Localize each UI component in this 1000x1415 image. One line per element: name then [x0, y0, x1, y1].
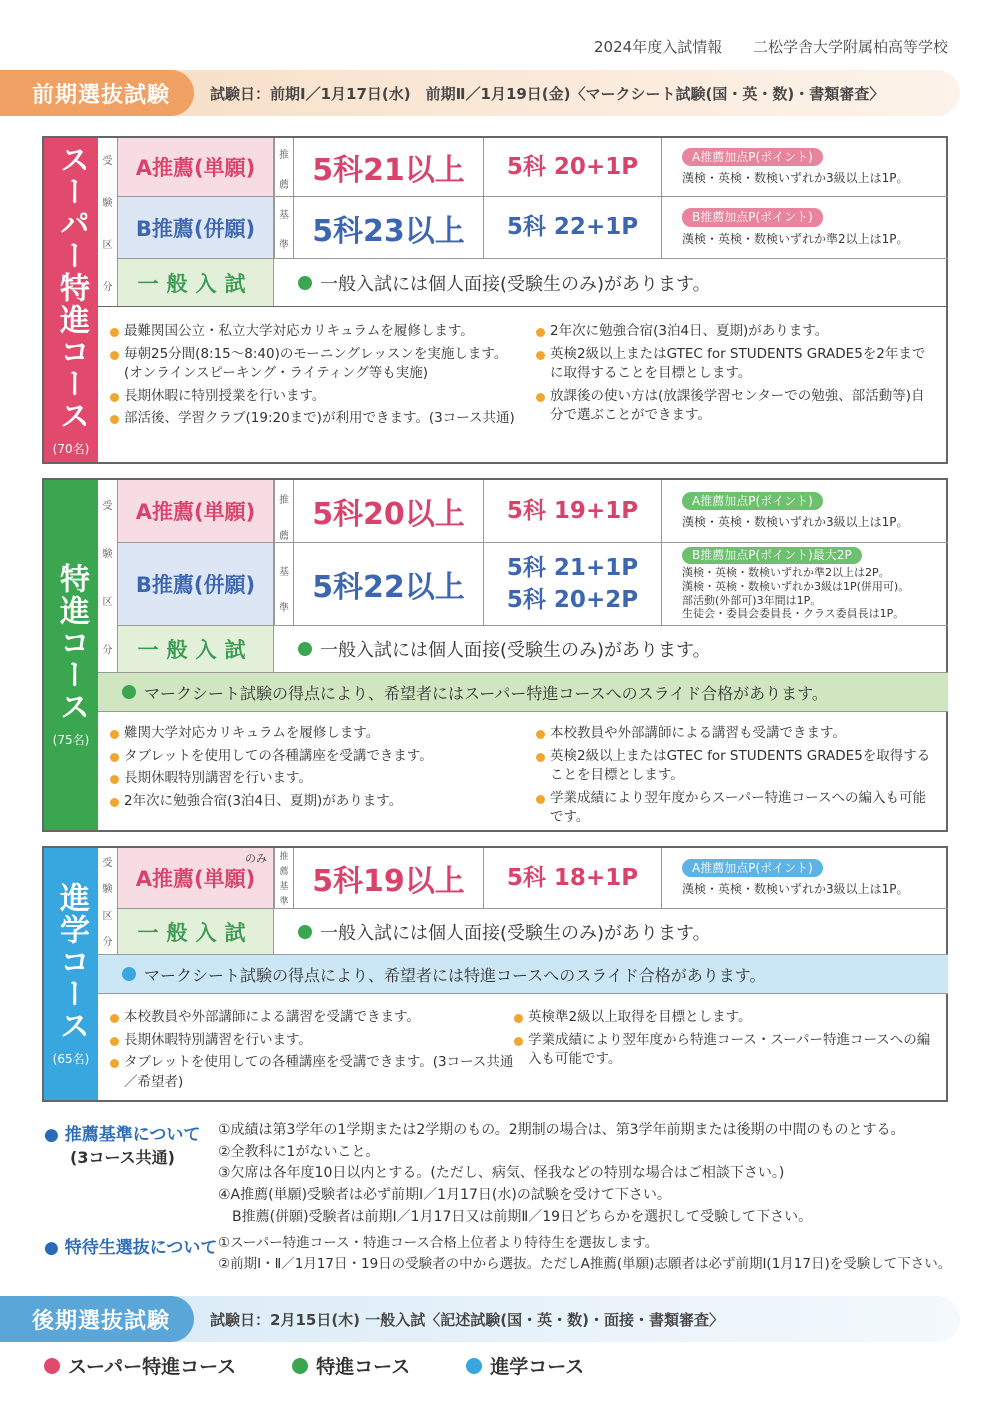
super-right-list: 2年次に勉強合宿(3泊4日、夏期)があります。 英検2級以上またはGTEC for STUDENTS GRADE5を2年までに取得することを目標とします。 放課後の使い方は(放課後学習センターでの勉強、部活動等)自分で選ぶことができます。: [536, 322, 936, 429]
super-name: スーパー特進コース: [54, 143, 89, 432]
super-cap: (70名): [52, 441, 90, 456]
super-general-label: 一般入試: [118, 259, 274, 306]
tokushin-b-tag: B推薦加点P(ポイント)最大2P: [682, 547, 862, 564]
course-legend: [44, 1352, 640, 1379]
shingaku-cap: (65名): [52, 1051, 90, 1066]
shingaku-general-note: 一般入試には個人面接(受験生のみ)があります。: [274, 909, 948, 954]
first-exam-info: 試験日：前期Ⅰ／1月17日(水) 前期Ⅱ／1月19日(金)〈マークシート試験(国・英・数)・書類審査〉: [210, 84, 885, 103]
second-exam-title: 後期選抜試験: [0, 1296, 194, 1342]
legend-tokushin: 特進コース: [292, 1352, 410, 1379]
green-dot-icon: [298, 642, 312, 656]
super-a-note: 漢検・英検・数検いずれか3級以上は1P。: [682, 171, 909, 185]
first-exam-title: 前期選抜試験: [0, 70, 194, 116]
super-course-box: [42, 136, 948, 464]
green-dot-icon: [122, 685, 136, 699]
tokushin-b-alt2: 5科 20+2P: [506, 587, 639, 613]
super-a-tag: A推薦加点P(ポイント): [682, 148, 823, 166]
super-a-point: [662, 138, 948, 196]
shingaku-right-list: 英検準2級以上取得を目標とします。 学業成績により翌年度から特進コース・スーパー特進コースへの編入も可能です。: [514, 1008, 934, 1073]
tokushin-a-std: 5科20以上: [294, 480, 484, 542]
tokushin-a-label: A推薦(単願): [118, 480, 274, 542]
header-school: 二松学舎大学附属柏高等学校: [752, 38, 948, 56]
tokushin-cap: (75名): [52, 732, 90, 747]
notes-list-2: ①スーパー特進コース・特進コース合格上位者より特待生を選抜します。 ②前期Ⅰ・Ⅱ／1月17日・19日の受験者の中から選抜。ただしA推薦(単願)志願者は必ず前期Ⅰ(1月17日)を受験して下さい。: [218, 1235, 952, 1272]
super-b-label: B推薦(併願): [118, 197, 274, 258]
green-dot-icon: [298, 276, 312, 290]
super-b-note: 漢検・英検・数検いずれか準2以上は1P。: [682, 231, 909, 246]
first-exam-band: [0, 70, 960, 116]
tokushin-a-alt: 5科 19+1P: [484, 480, 662, 542]
divider: [98, 306, 948, 307]
tokushin-right-list: 本校教員や外部講師による講習も受講できます。 英検2級以上またはGTEC for STUDENTS GRADE5を取得することを目標とします。 学業成績により翌年度からスーパー特進コースへの編入も可能です。: [536, 724, 936, 831]
notes-list-1: ①成績は第3学年の1学期または2学期のもの。2期制の場合は、第3学年前期または後期の中間のものとする。 ②全教科に1がないこと。 ③欠席は各年度10日以内とする。(ただし、病気、怪我などの特別な場合はご相談下さい。) ④A推薦(単願)受験者は必ず前期Ⅰ／1月17日(水)の試験を受けて下さい。 B推薦(併願)受験者は前期Ⅰ／1月17日又は前期Ⅱ／19日どちらかを選択して受験して下さい。: [218, 1122, 905, 1225]
tokushin-name: 特進コース: [54, 562, 89, 723]
tokushin-b-alt1: 5科 21+1P: [506, 554, 639, 581]
super-b-point: [662, 197, 948, 258]
suisen-label: 推 薦 基 準: [274, 480, 294, 625]
notes-head-2: ● 特待生選抜について: [44, 1238, 218, 1258]
shingaku-a-std: 5科19以上: [294, 848, 484, 908]
shingaku-nomi: のみ: [245, 852, 267, 865]
tokushin-left-list: 難関大学対応カリキュラムを履修します。 タブレットを使用しての各種講座を受講できます。 長期休暇特別講習を行います。 2年次に勉強合宿(3泊4日、夏期)があります。: [110, 724, 520, 814]
juken-label: 受 験 区 分: [98, 138, 118, 306]
second-exam-band: [0, 1296, 960, 1342]
blue-dot-icon: [122, 967, 136, 981]
juken-label: 受 験 区 分: [98, 480, 118, 672]
shingaku-a-alt: 5科 18+1P: [484, 848, 662, 908]
legend-shingaku: 進学コース: [466, 1352, 584, 1379]
tokushin-side: [44, 480, 98, 830]
super-side: [44, 138, 98, 462]
juken-label: 受 験 区 分: [98, 848, 118, 954]
super-b-alt: 5科 22+1P: [484, 197, 662, 258]
tokushin-b-label: B推薦(併願): [118, 543, 274, 625]
tokushin-general-note: 一般入試には個人面接(受験生のみ)があります。: [274, 626, 948, 672]
legend-super: スーパー特進コース: [44, 1352, 236, 1379]
shingaku-a-point: [662, 848, 948, 908]
header: [594, 36, 948, 57]
super-general-note: 一般入試には個人面接(受験生のみ)があります。: [274, 259, 948, 306]
shingaku-a-tag: A推薦加点P(ポイント): [682, 859, 823, 877]
super-a-alt: 5科 20+1P: [484, 138, 662, 196]
tokushin-b-std: 5科22以上: [294, 543, 484, 625]
super-b-std: 5科23以上: [294, 197, 484, 258]
suisen-label: 推 薦 基 準: [274, 138, 294, 258]
suisen-label: 推 薦 基 準: [274, 848, 294, 908]
tokushin-a-note: 漢検・英検・数検いずれか3級以上は1P。: [682, 515, 909, 529]
shingaku-course-box: [42, 846, 948, 1102]
tokushin-slide: マークシート試験の得点により、希望者にはスーパー特進コースへのスライド合格があります。: [98, 672, 948, 712]
second-exam-info: 試験日：2月15日(木) 一般入試〈記述試験(国・英・数)・面接・書類審査〉: [210, 1310, 724, 1329]
super-b-tag: B推薦加点P(ポイント): [682, 208, 823, 226]
shingaku-name: 進学コース: [54, 881, 89, 1042]
shingaku-a-note: 漢検・英検・数検いずれか3級以上は1P。: [682, 882, 909, 896]
super-left-list: 最難関国公立・私立大学対応カリキュラムを履修します。 毎朝25分間(8:15〜8:40)のモーニングレッスンを実施します。(オンラインスピーキング・ライティング等も実施) 長期休暇に特別授業を行います。 部活後、学習クラブ(19:20まで)が利用できます。(3コース共通): [110, 322, 520, 432]
tokushin-general-label: 一般入試: [118, 626, 274, 672]
shingaku-a-label: A推薦(単願) のみ: [118, 848, 274, 908]
shingaku-side: [44, 848, 98, 1100]
tokushin-b-point: B推薦加点P(ポイント)最大2P 漢検・英検・数検いずれか準2以上は2P。 漢検・英検・数検いずれか3級は1P(併用可)。 部活動(外部可)3年間は1P。 生徒会・委員会委員長・クラス委員長は1P。: [682, 548, 910, 621]
green-dot-icon: [298, 925, 312, 939]
tokushin-a-point: [662, 480, 948, 542]
tokushin-course-box: [42, 478, 948, 832]
tokushin-a-tag: A推薦加点P(ポイント): [682, 492, 823, 510]
shingaku-general-label: 一般入試: [118, 909, 274, 954]
tokushin-b-alt: [484, 543, 662, 625]
notes-head-1: ● 推薦基準について (3コース共通): [44, 1125, 201, 1167]
super-a-label: A推薦(単願): [118, 138, 274, 196]
super-a-std: 5科21以上: [294, 138, 484, 196]
header-year: 2024年度入試情報: [594, 38, 723, 56]
shingaku-slide: マークシート試験の得点により、希望者には特進コースへのスライド合格があります。: [98, 954, 948, 994]
shingaku-left-list: 本校教員や外部講師による講習を受講できます。 長期休暇特別講習を行います。 タブレットを使用しての各種講座を受講できます。(3コース共通／希望者): [110, 1008, 520, 1095]
